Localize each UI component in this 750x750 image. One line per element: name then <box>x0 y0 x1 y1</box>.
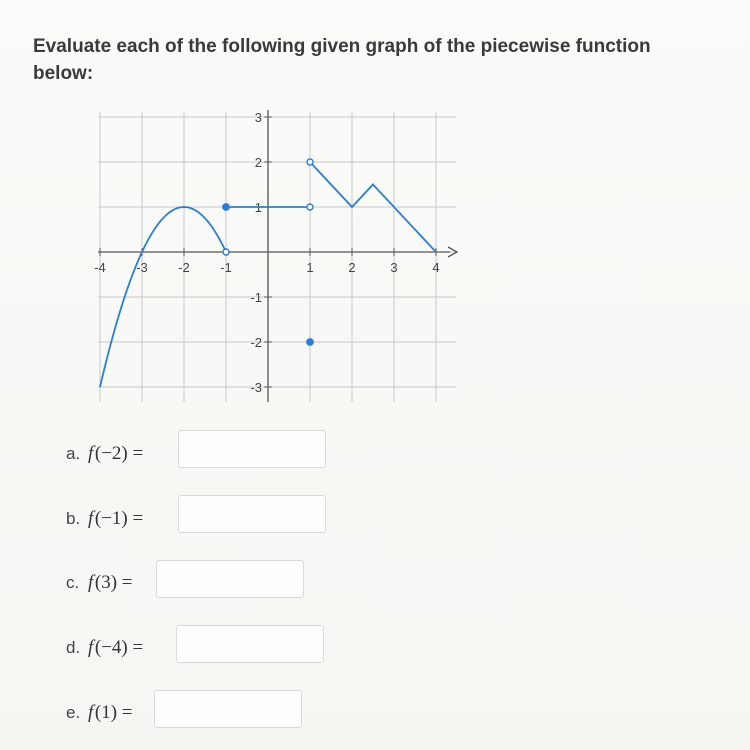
part-c <box>66 563 133 603</box>
part-d-label: d. <box>66 638 81 657</box>
piecewise-graph <box>90 104 462 410</box>
x-tick-label: 3 <box>390 260 398 275</box>
x-tick-label: -1 <box>220 260 232 275</box>
y-tick-label: -3 <box>250 380 262 395</box>
y-tick-label: -2 <box>250 335 262 350</box>
part-a-arg: (−2) <box>94 443 128 464</box>
part-d <box>66 628 143 668</box>
part-e-expression <box>88 702 133 724</box>
part-b-fname: f <box>88 508 94 529</box>
part-d-equals: = <box>127 637 144 658</box>
open-point <box>307 204 313 210</box>
part-c-arg: (3) <box>94 572 118 593</box>
part-d-arg: (−4) <box>94 637 128 658</box>
x-tick-label: -4 <box>94 260 106 275</box>
part-b <box>66 499 143 539</box>
y-tick-label: -1 <box>250 290 262 305</box>
part-c-expression <box>88 572 133 594</box>
part-e-arg: (1) <box>94 702 118 723</box>
graph-svg <box>90 104 462 410</box>
y-tick-label: 3 <box>254 110 262 125</box>
part-e-equals: = <box>117 702 133 723</box>
part-b-arg: (−1) <box>94 508 128 529</box>
part-b-expression <box>88 508 143 530</box>
part-a-expression <box>88 443 143 465</box>
answer-input-b[interactable] <box>178 495 326 533</box>
answer-input-d[interactable] <box>176 625 324 663</box>
open-point <box>307 159 313 165</box>
part-c-fname: f <box>88 572 94 593</box>
part-d-expression <box>88 637 143 659</box>
part-b-label: b. <box>66 509 81 528</box>
part-a-fname: f <box>88 443 94 464</box>
x-tick-label: -2 <box>178 260 190 275</box>
part-a-equals: = <box>127 443 144 464</box>
part-d-fname: f <box>88 637 94 658</box>
x-tick-label: -3 <box>136 260 148 275</box>
y-tick-label: 1 <box>254 200 262 215</box>
y-tick-label: 2 <box>254 155 262 170</box>
part-c-label: c. <box>66 573 80 592</box>
part-e <box>66 693 133 733</box>
closed-point <box>223 204 229 210</box>
answer-input-c[interactable] <box>156 560 304 598</box>
open-point <box>223 249 229 255</box>
x-tick-label: 1 <box>306 260 314 275</box>
part-c-equals: = <box>117 572 133 593</box>
part-a <box>66 434 143 474</box>
answer-input-a[interactable] <box>178 430 326 468</box>
x-tick-label: 2 <box>348 260 356 275</box>
answer-input-e[interactable] <box>154 690 302 728</box>
part-b-equals: = <box>127 508 144 529</box>
x-tick-label: 4 <box>432 260 440 275</box>
closed-point <box>307 339 313 345</box>
part-e-fname: f <box>88 702 94 723</box>
question-text: Evaluate each of the following given graph of the piecewise function below: <box>33 36 651 84</box>
part-a-label: a. <box>66 444 81 463</box>
part-e-label: e. <box>66 703 81 722</box>
